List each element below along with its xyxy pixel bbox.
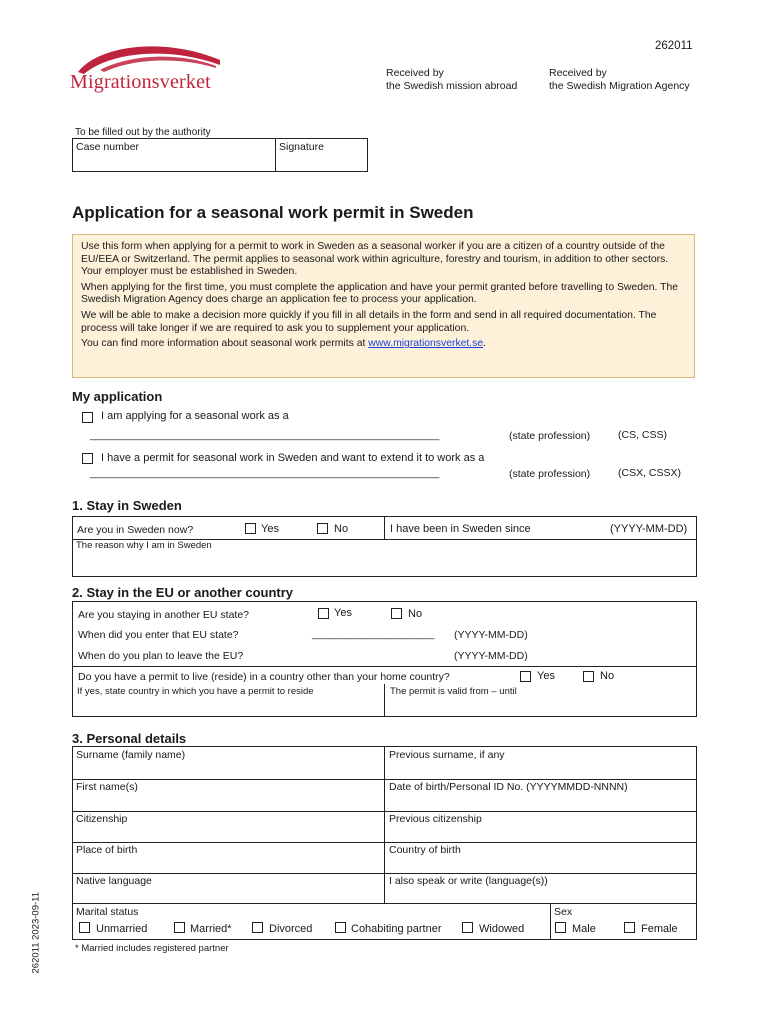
info-paragraph-2: When applying for the first time, you must complete the application and have your permit granted before travelling to Sweden. The Swedish Migration Agency does charge an application fee to process your application. bbox=[81, 281, 679, 306]
extend-permit-checkbox[interactable] bbox=[82, 453, 93, 464]
widowed-checkbox[interactable] bbox=[462, 922, 473, 933]
sex-label: Sex bbox=[554, 906, 573, 918]
married-label: Married* bbox=[190, 923, 232, 935]
surname-label: Surname (family name) bbox=[76, 749, 186, 761]
received-abroad-label: Received by the Swedish mission abroad bbox=[386, 67, 518, 92]
side-form-version: 262011 2023-09-11 bbox=[30, 891, 42, 974]
female-label: Female bbox=[641, 923, 678, 935]
date-of-birth-label: Date of birth/Personal ID No. (YYYYMMDD-NNNN) bbox=[389, 781, 628, 793]
eu-state-yes-checkbox[interactable] bbox=[318, 608, 329, 619]
place-of-birth-label: Place of birth bbox=[76, 844, 138, 856]
profession-hint-2: (state profession) bbox=[509, 468, 591, 480]
eu-entry-line[interactable]: ______________________ bbox=[312, 628, 434, 640]
divorced-checkbox[interactable] bbox=[252, 922, 263, 933]
profession-line-2[interactable]: _______________________________________________________________ bbox=[90, 467, 439, 479]
unmarried-label: Unmarried bbox=[96, 923, 148, 935]
logo-arc-icon bbox=[70, 38, 230, 74]
unmarried-checkbox[interactable] bbox=[79, 922, 90, 933]
married-checkbox[interactable] bbox=[174, 922, 185, 933]
married-footnote: * Married includes registered partner bbox=[75, 943, 229, 954]
other-permit-question: Do you have a permit to live (reside) in a country other than your home country? bbox=[78, 671, 450, 683]
extend-permit-label: I have a permit for seasonal work in Sweden and want to extend it to work as a bbox=[101, 452, 485, 464]
profession-line-1[interactable]: _______________________________________________________________ bbox=[90, 429, 439, 441]
in-sweden-question: Are you in Sweden now? bbox=[77, 524, 194, 536]
in-sweden-no-label: No bbox=[334, 523, 349, 535]
eu-state-question: Are you staying in another EU state? bbox=[78, 609, 250, 621]
eu-leave-question: When do you plan to leave the EU? bbox=[78, 650, 244, 662]
signature-label: Signature bbox=[279, 141, 324, 153]
other-permit-no-label: No bbox=[600, 670, 615, 682]
info-box bbox=[72, 234, 695, 378]
in-sweden-yes-label: Yes bbox=[261, 523, 279, 535]
eu-state-no-checkbox[interactable] bbox=[391, 608, 402, 619]
citizenship-label: Citizenship bbox=[76, 813, 128, 825]
in-sweden-since-label: I have been in Sweden since bbox=[390, 523, 531, 535]
cohabiting-label: Cohabiting partner bbox=[351, 923, 442, 935]
profession-hint-1: (state profession) bbox=[509, 430, 591, 442]
male-label: Male bbox=[572, 923, 596, 935]
native-language-label: Native language bbox=[76, 875, 152, 887]
logo: Migrationsverket bbox=[70, 71, 211, 93]
permit-country-label: If yes, state country in which you have a permit to reside bbox=[77, 686, 314, 697]
stay-eu-heading: 2. Stay in the EU or another country bbox=[72, 585, 294, 600]
case-number-label: Case number bbox=[76, 141, 140, 153]
first-names-label: First name(s) bbox=[76, 781, 138, 793]
permit-code-1: (CS, CSS) bbox=[618, 429, 668, 441]
cohabiting-checkbox[interactable] bbox=[335, 922, 346, 933]
other-permit-no-checkbox[interactable] bbox=[583, 671, 594, 682]
previous-surname-label: Previous surname, if any bbox=[389, 749, 505, 761]
in-sweden-date-hint: (YYYY-MM-DD) bbox=[610, 523, 688, 535]
eu-state-no-label: No bbox=[408, 608, 423, 620]
previous-citizenship-label: Previous citizenship bbox=[389, 813, 482, 825]
personal-details-heading: 3. Personal details bbox=[72, 731, 187, 746]
apply-seasonal-label: I am applying for a seasonal work as a bbox=[101, 410, 289, 422]
other-permit-yes-label: Yes bbox=[537, 670, 555, 682]
page-title: Application for a seasonal work permit in Sweden bbox=[72, 203, 474, 222]
apply-seasonal-checkbox[interactable] bbox=[82, 412, 93, 423]
received-agency-label: Received by the Swedish Migration Agency bbox=[549, 67, 690, 92]
form-number: 262011 bbox=[655, 40, 693, 52]
info-paragraph-3: We will be able to make a decision more quickly if you fill in all details in the form and send in all required documentation. The process will take longer if we are required to ask you to supplement your application. bbox=[81, 309, 657, 334]
eu-state-yes-label: Yes bbox=[334, 607, 352, 619]
stay-sweden-heading: 1. Stay in Sweden bbox=[72, 498, 182, 513]
my-application-heading: My application bbox=[72, 389, 163, 404]
eu-leave-date-hint: (YYYY-MM-DD) bbox=[454, 650, 528, 662]
country-of-birth-label: Country of birth bbox=[389, 844, 461, 856]
permit-code-2: (CSX, CSSX) bbox=[618, 467, 682, 479]
female-checkbox[interactable] bbox=[624, 922, 635, 933]
widowed-label: Widowed bbox=[479, 923, 525, 935]
eu-entry-question: When did you enter that EU state? bbox=[78, 629, 239, 641]
in-sweden-yes-checkbox[interactable] bbox=[245, 523, 256, 534]
divorced-label: Divorced bbox=[269, 923, 313, 935]
info-paragraph-4: You can find more information about seasonal work permits at www.migrationsverket.se. bbox=[81, 338, 487, 350]
info-paragraph-1: Use this form when applying for a permit to work in Sweden as a seasonal worker if you are a citizen of a country outside of the EU/EEA or Switzerland. The permit applies to seasonal work within agriculture, forestry and tourism, in addition to other sectors. Your employer must be established in Sweden. bbox=[81, 241, 669, 278]
reason-label: The reason why I am in Sweden bbox=[76, 540, 212, 551]
other-permit-yes-checkbox[interactable] bbox=[520, 671, 531, 682]
website-link[interactable]: www.migrationsverket.se bbox=[368, 338, 484, 350]
also-speak-label: I also speak or write (language(s)) bbox=[389, 875, 548, 887]
male-checkbox[interactable] bbox=[555, 922, 566, 933]
permit-valid-label: The permit is valid from – until bbox=[390, 686, 517, 697]
in-sweden-no-checkbox[interactable] bbox=[317, 523, 328, 534]
marital-status-label: Marital status bbox=[76, 906, 139, 918]
authority-caption: To be filled out by the authority bbox=[75, 127, 211, 138]
eu-entry-date-hint: (YYYY-MM-DD) bbox=[454, 629, 528, 641]
